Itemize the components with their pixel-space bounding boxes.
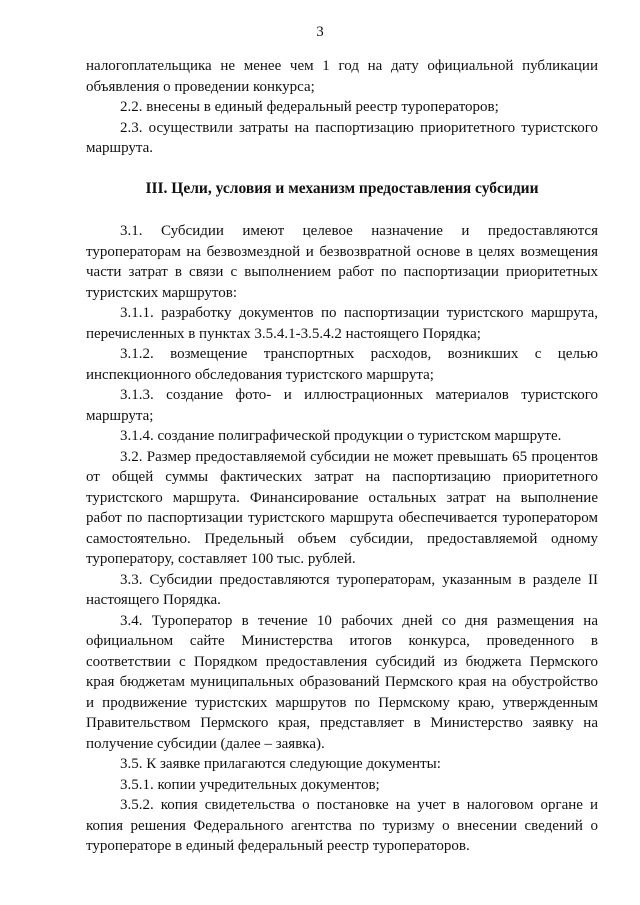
- page-number: 3: [316, 24, 324, 40]
- paragraph-3-1: 3.1. Субсидии имеют целевое назначение и предоставляются туроператорам на безвозмездной и безвозвратной основе в целях возмещения части затрат в связи с выполнением работ по паспортизации приоритетных туристских маршрутов:: [86, 223, 598, 301]
- paragraph-2-2: 2.2. внесены в единый федеральный реестр туроператоров;: [120, 99, 499, 115]
- paragraph-3-1-3: 3.1.3. создание фото- и иллюстрационных материалов туристского маршрута;: [86, 387, 598, 424]
- paragraph-3-2: 3.2. Размер предоставляемой субсидии не может превышать 65 процентов от общей суммы фактических затрат на паспортизацию приоритетного туристского маршрута. Финансирование остальных затрат на выполнение работ по паспортизации туристского маршрута обеспечивается туроператором самостоятельно. Предельный объем субсидии, предоставляемой одному туроператору, составляет 100 тыс. рублей.: [86, 448, 598, 567]
- paragraph-3-1-1: 3.1.1. разработку документов по паспортизации туристского маршрута, перечисленных в пунктах 3.5.4.1-3.5.4.2 настоящего Порядка;: [86, 305, 598, 342]
- document-body: [86, 56, 598, 857]
- paragraph-2-3: 2.3. осуществили затраты на паспортизацию приоритетного туристского маршрута.: [86, 119, 598, 156]
- paragraph-3-5-2: 3.5.2. копия свидетельства о постановке на учет в налоговом органе и копия решения Федерального агентства по туризму о внесении сведений о туроператоре в единый федеральный реестр туроператоров.: [86, 797, 598, 854]
- paragraph-3-5-1: 3.5.1. копии учредительных документов;: [120, 776, 380, 793]
- paragraph-continuation: налогоплательщика не менее чем 1 год на дату официальной публикации объявления о проведении конкурса;: [86, 58, 598, 95]
- paragraph-3-5: 3.5. К заявке прилагаются следующие документы:: [120, 756, 441, 772]
- paragraph-3-1-2: 3.1.2. возмещение транспортных расходов, возникших с целью инспекционного обследования туристского маршрута;: [86, 346, 598, 383]
- paragraph-3-4: 3.4. Туроператор в течение 10 рабочих дней со дня размещения на официальном сайте Министерства итогов конкурса, проведенного в соответствии с Порядком предоставления субсидий из бюджета Пермского края бюджетам муниципальных образований Пермского края на обустройство и продвижение туристских маршрутов по Пермскому краю, утвержденным Правительством Пермского края, представляет в Министерство заявку на получение субсидии (далее – заявка).: [86, 612, 598, 752]
- paragraph-3-3: 3.3. Субсидии предоставляются туроператорам, указанным в разделе II настоящего Порядка.: [86, 571, 598, 608]
- section-heading: III. Цели, условия и механизм предоставления субсидии: [145, 179, 539, 197]
- paragraph-3-1-4: 3.1.4. создание полиграфической продукции о туристском маршруте.: [120, 428, 562, 444]
